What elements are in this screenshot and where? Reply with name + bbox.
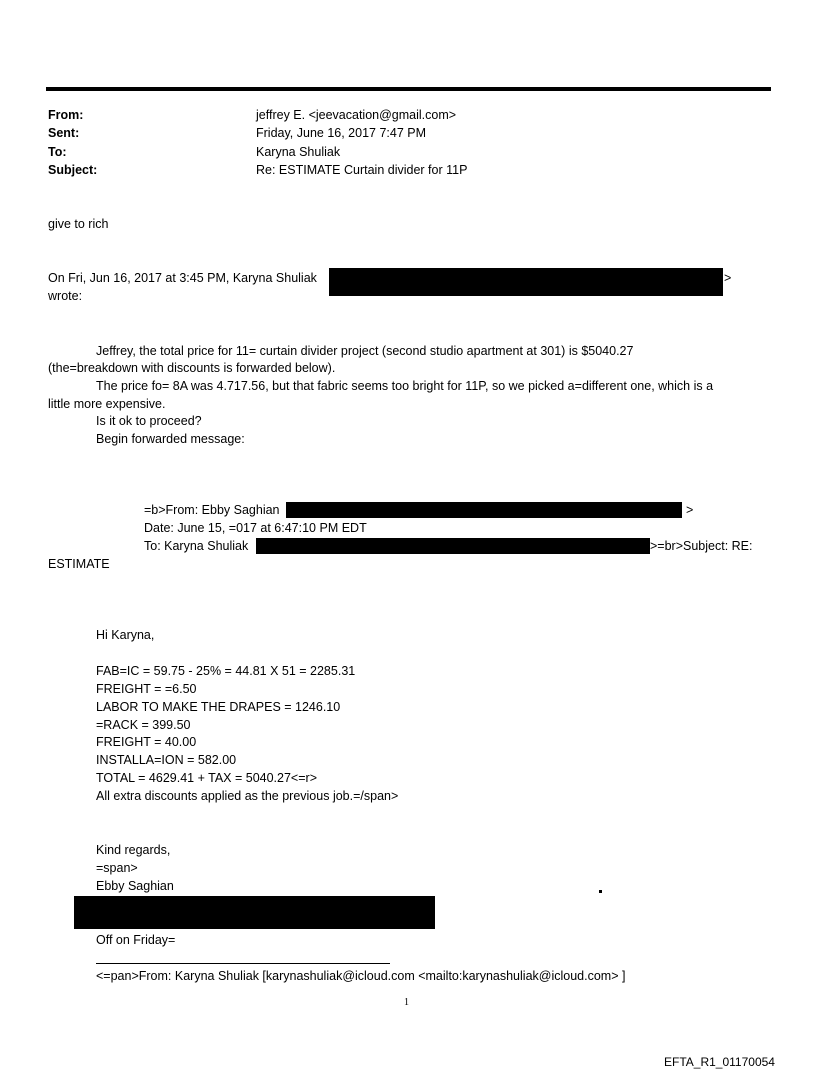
subject-label: Subject: (48, 163, 98, 177)
karyna-msg-line-5: Is it ok to proceed? (96, 414, 202, 428)
sent-label: Sent: (48, 126, 80, 140)
ebby-line-5: FREIGHT = 40.00 (96, 735, 197, 749)
to-value: Karyna Shuliak (256, 145, 341, 159)
quote-intro-line1: On Fri, Jun 16, 2017 at 3:45 PM, Karyna Shuliak (48, 271, 317, 285)
ebby-greeting: Hi Karyna, (96, 628, 155, 642)
redaction-block-email-1 (329, 268, 723, 296)
ebby-line-4: =RACK = 399.50 (96, 718, 191, 732)
redaction-block-signature (74, 896, 435, 929)
fwd-from-tail: > (686, 503, 694, 517)
fwd-to-tail: >=br>Subject: RE: (650, 539, 753, 553)
ebby-line-3: LABOR TO MAKE THE DRAPES = 1246.10 (96, 700, 341, 714)
fwd-date: Date: June 15, =017 at 6:47:10 PM EDT (144, 521, 367, 535)
ebby-line-6: INSTALLA=ION = 582.00 (96, 753, 237, 767)
fwd-from: =b>From: Ebby Saghian (144, 503, 280, 517)
separator-line (96, 963, 390, 964)
from-value: jeffrey E. <jeevacation@gmail.com> (256, 108, 457, 122)
ebby-line-8: All extra discounts applied as the previous job.=/span> (96, 789, 399, 803)
document-id: EFTA_R1_01170054 (664, 1055, 775, 1069)
ebby-line-7: TOTAL = 4629.41 + TAX = 5040.27<=r> (96, 771, 317, 785)
fwd-subject-cont: ESTIMATE (48, 557, 110, 571)
redaction-block-email-2 (286, 502, 682, 518)
redaction-block-email-3 (256, 538, 650, 554)
orig-from: <=pan>From: Karyna Shuliak [karynashuliak@icloud.com <mailto:karynashuliak@icloud.com> ] (96, 969, 626, 983)
ebby-line-1: FAB=IC = 59.75 - 25% = 44.81 X 51 = 2285.31 (96, 664, 356, 678)
karyna-msg-line-3: The price fo= 8A was 4.717.56, but that fabric seems too bright for 11P, so we picked a=different one, which is a (96, 379, 714, 393)
ebby-name: Ebby Saghian (96, 879, 174, 893)
reply-text: give to rich (48, 217, 109, 231)
from-label: From: (48, 108, 84, 122)
karyna-msg-line-4: little more expensive. (48, 397, 166, 411)
ebby-line-2: FREIGHT = =6.50 (96, 682, 197, 696)
subject-value: Re: ESTIMATE Curtain divider for 11P (256, 163, 468, 177)
page-number: 1 (404, 997, 409, 1008)
karyna-msg-line-1: Jeffrey, the total price for 11= curtain divider project (second studio apartment at 301) is $5040.27 (96, 344, 634, 358)
to-label: To: (48, 145, 67, 159)
ebby-closing: Kind regards, (96, 843, 171, 857)
sent-value: Friday, June 16, 2017 7:47 PM (256, 126, 427, 140)
redaction-dot (599, 890, 602, 893)
karyna-msg-line-2: (the=breakdown with discounts is forwarded below). (48, 361, 336, 375)
quote-intro-tail: > (724, 271, 732, 285)
ebby-span: =span> (96, 861, 138, 875)
header-rule (46, 87, 771, 91)
karyna-msg-line-6: Begin forwarded message: (96, 432, 245, 446)
quote-intro-line2: wrote: (48, 289, 83, 303)
fwd-to: To: Karyna Shuliak (144, 539, 249, 553)
ebby-off: Off on Friday= (96, 933, 176, 947)
